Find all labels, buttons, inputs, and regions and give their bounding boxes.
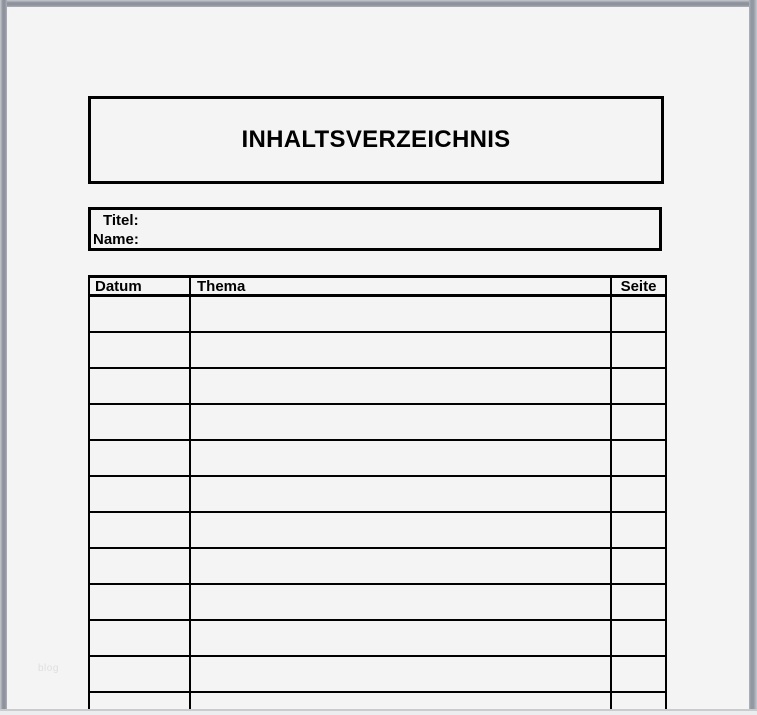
table-cell-thema [191, 657, 612, 691]
table-cell-seite [612, 657, 665, 691]
table-row [90, 333, 665, 369]
table-cell-datum [90, 585, 191, 619]
table-body [90, 297, 665, 709]
title-box [88, 96, 664, 184]
table-cell-seite [612, 405, 665, 439]
contents-table [88, 275, 667, 709]
table-cell-thema [191, 405, 612, 439]
window-frame-right [749, 0, 757, 709]
column-header-thema: Thema [191, 278, 612, 294]
table-row [90, 549, 665, 585]
table-cell-seite [612, 513, 665, 547]
table-cell-datum [90, 621, 191, 655]
table-cell-thema [191, 369, 612, 403]
column-header-datum: Datum [90, 278, 191, 294]
document-page [7, 7, 749, 709]
table-cell-seite [612, 621, 665, 655]
table-cell-datum [90, 369, 191, 403]
table-row [90, 693, 665, 709]
table-cell-datum [90, 297, 191, 331]
table-cell-thema [191, 693, 612, 709]
info-box [88, 207, 662, 251]
table-cell-datum [90, 513, 191, 547]
table-cell-thema [191, 297, 612, 331]
titel-label: Titel: [103, 212, 139, 229]
window-frame-bottom [0, 711, 757, 715]
table-cell-seite [612, 297, 665, 331]
table-cell-thema [191, 477, 612, 511]
table-cell-thema [191, 513, 612, 547]
table-cell-seite [612, 549, 665, 583]
table-cell-thema [191, 333, 612, 367]
window-frame-top [0, 0, 757, 7]
document-title: INHALTSVERZEICHNIS [241, 126, 511, 153]
table-cell-datum [90, 333, 191, 367]
name-label: Name: [93, 231, 139, 248]
table-cell-datum [90, 405, 191, 439]
table-cell-seite [612, 369, 665, 403]
table-cell-datum [90, 549, 191, 583]
table-cell-thema [191, 585, 612, 619]
table-row [90, 657, 665, 693]
table-cell-datum [90, 477, 191, 511]
table-row [90, 585, 665, 621]
table-row [90, 477, 665, 513]
table-cell-datum [90, 657, 191, 691]
table-row [90, 297, 665, 333]
table-cell-thema [191, 549, 612, 583]
window-frame-left [0, 0, 7, 709]
table-header-row [90, 278, 665, 297]
table-cell-seite [612, 693, 665, 709]
table-row [90, 369, 665, 405]
table-row [90, 405, 665, 441]
table-cell-datum [90, 441, 191, 475]
table-row [90, 441, 665, 477]
table-cell-seite [612, 441, 665, 475]
watermark-text: blog [38, 663, 59, 674]
table-cell-thema [191, 621, 612, 655]
table-cell-seite [612, 477, 665, 511]
table-cell-seite [612, 585, 665, 619]
table-cell-seite [612, 333, 665, 367]
table-cell-thema [191, 441, 612, 475]
table-cell-datum [90, 693, 191, 709]
table-row [90, 621, 665, 657]
column-header-seite: Seite [620, 278, 657, 294]
table-row [90, 513, 665, 549]
